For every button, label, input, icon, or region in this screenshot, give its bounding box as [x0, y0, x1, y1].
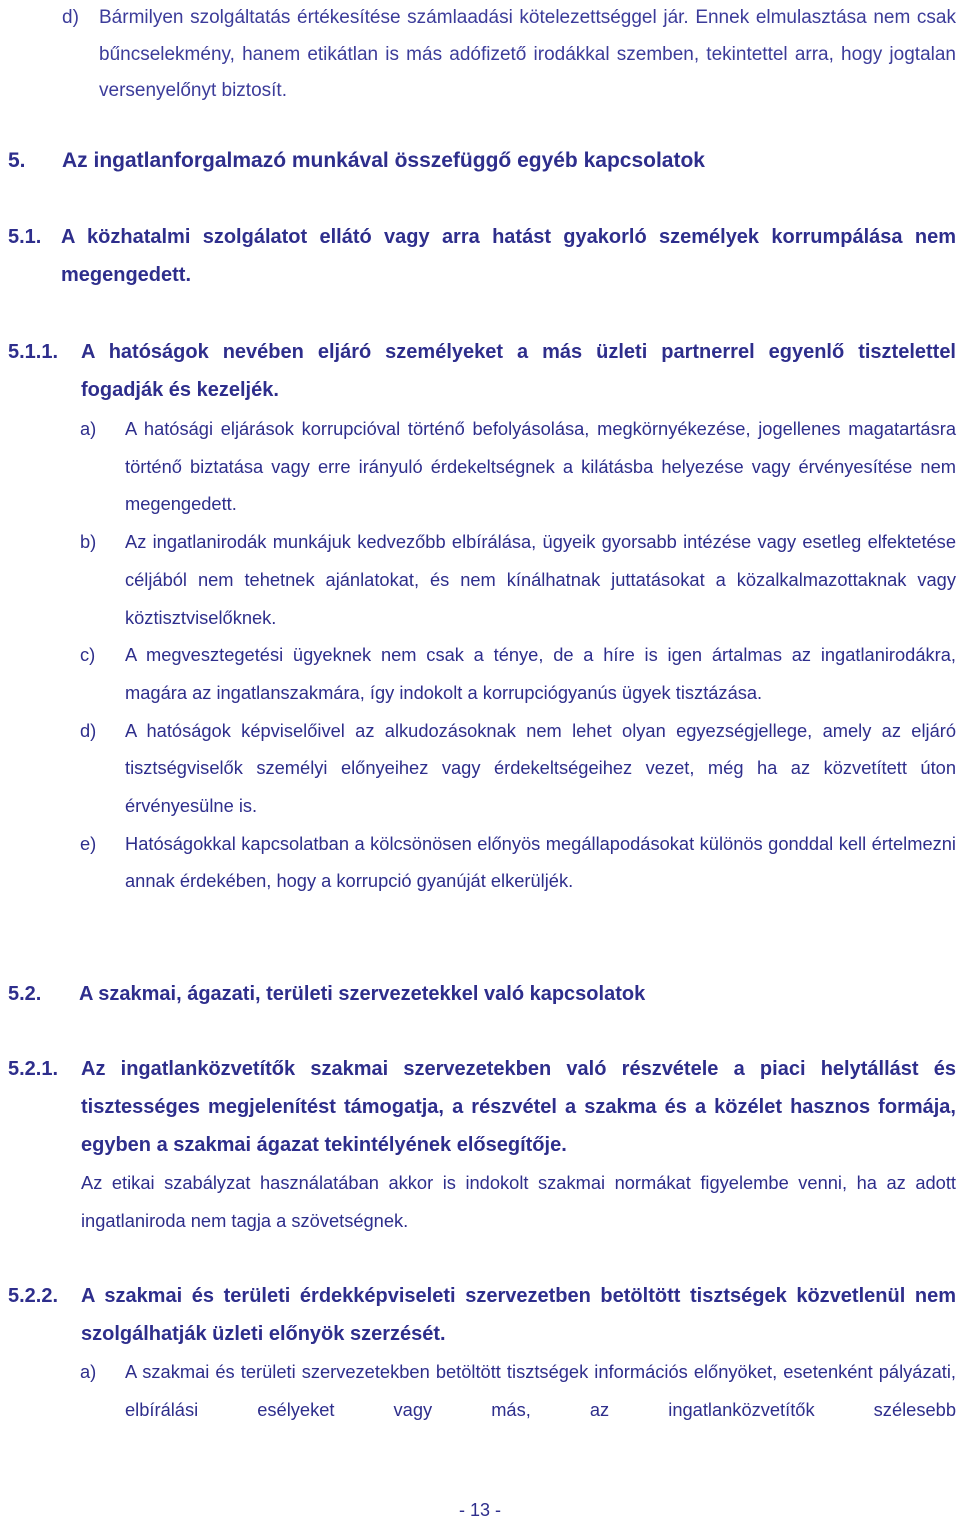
section-5-1-1-heading: [8, 333, 956, 409]
list-text: A szakmai és területi szervezetekben betöltött tisztségek információs előnyöket, esetenként pályázati, elbírálási esélyeket vagy más, az ingatlanközvetítők szélesebb: [125, 1361, 956, 1420]
section-5-1-heading: [8, 218, 956, 294]
list-label: a): [80, 1361, 97, 1382]
list-text: Bármilyen szolgáltatás értékesítése számlaadási kötelezettséggel jár. Ennek elmulasztása nem csak bűncselekmény, hanem etikátlan is más adófizető irodákkal szemben, tekintettel arra, hogy jogtalan versenyelőnyt biztosít.: [99, 7, 956, 101]
section-title: A szakmai és területi érdekképviseleti szervezetben betöltött tisztségek közvetlenül nem szolgálhatják üzleti előnyök szerzését.: [81, 1285, 956, 1345]
page-number: - 13 -: [458, 1500, 501, 1520]
section-5-heading: [8, 143, 705, 179]
list-5-1-1: [80, 410, 956, 900]
list-item: [80, 410, 956, 523]
list-text: Az ingatlanirodák munkájuk kedvezőbb elbírálása, ügyeik gyorsabb intézése vagy esetleg elfektetése céljából nem tehetnek ajánlatokat, és nem kínálhatnak juttatásokat a közalkalmazottaknak vagy köztisztviselőknek.: [125, 531, 956, 628]
list-5-2-2: [80, 1353, 956, 1428]
section-title: A szakmai, ágazati, területi szervezetekkel való kapcsolatok: [79, 983, 646, 1005]
list-item: [80, 523, 956, 636]
section-number: 5.1.1.: [8, 341, 59, 363]
list-label: b): [80, 531, 97, 553]
section-5-2-2-heading: [8, 1277, 956, 1353]
list-item: [80, 712, 956, 825]
section-5-2-1-heading: [8, 1050, 956, 1164]
list-item: [80, 1353, 956, 1428]
list-text: A megvesztegetési ügyeknek nem csak a ténye, de a híre is igen ártalmas az ingatlanirodákra, magára az ingatlanszakmára, így indokolt a korrupciógyanús ügyek tisztázása.: [125, 644, 956, 703]
section-number: 5.: [8, 149, 26, 172]
list-label: c): [80, 644, 96, 666]
section-5-2-heading: [8, 975, 645, 1013]
list-item: [80, 825, 956, 900]
list-text: A hatóságok képviselőivel az alkudozásoknak nem lehet olyan egyezségjellege, amely az eljáró tisztségviselők személyi előnyeihez vagy érdekeltségeihez vezet, még ha az közvetített úton érvényesülne is.: [125, 719, 956, 817]
list-item: [80, 636, 956, 711]
section-number: 5.1.: [8, 226, 42, 248]
list-item-d-continuation: [62, 0, 956, 110]
section-number: 5.2.2.: [8, 1285, 59, 1307]
list-label: a): [80, 418, 97, 439]
list-label: d): [62, 7, 79, 28]
section-title: Az ingatlanforgalmazó munkával összefüggő egyéb kapcsolatok: [62, 149, 705, 172]
list-label: e): [80, 832, 97, 854]
section-title: A hatóságok nevében eljáró személyeket a más üzleti partnerrel egyenlő tisztelettel fogadják és kezeljék.: [81, 341, 956, 401]
list-label: d): [80, 719, 97, 741]
section-number: 5.2.1.: [8, 1058, 59, 1080]
section-title: A közhatalmi szolgálatot ellátó vagy arra hatást gyakorló személyek korrumpálása nem megengedett.: [61, 226, 956, 286]
section-5-2-1-paragraph: Az etikai szabályzat használatában akkor is indokolt szakmai normákat figyelembe venni, ha az adott ingatlaniroda nem tagja a szövetségnek.: [81, 1172, 956, 1231]
list-text: Hatóságokkal kapcsolatban a kölcsönösen előnyös megállapodásokat különös gonddal kell értelmezni annak érdekében, hogy a korrupció gyanúját elkerüljék.: [125, 832, 956, 892]
section-number: 5.2.: [8, 983, 42, 1005]
section-title: Az ingatlanközvetítők szakmai szervezetekben való részvétele a piaci helytállást és tisztességes megjelenítést támogatja, a részvétel a szakma és a közélet hasznos formája, egyben a szakmai ágazat tekintélyének elősegítője.: [81, 1058, 956, 1156]
list-text: A hatósági eljárások korrupcióval történő befolyásolása, megkörnyékezése, jogellenes magatartásra történő biztatása vagy erre irányuló érdekeltségnek a kilátásba helyezése vagy érvényesítése nem megengedett.: [125, 418, 956, 515]
